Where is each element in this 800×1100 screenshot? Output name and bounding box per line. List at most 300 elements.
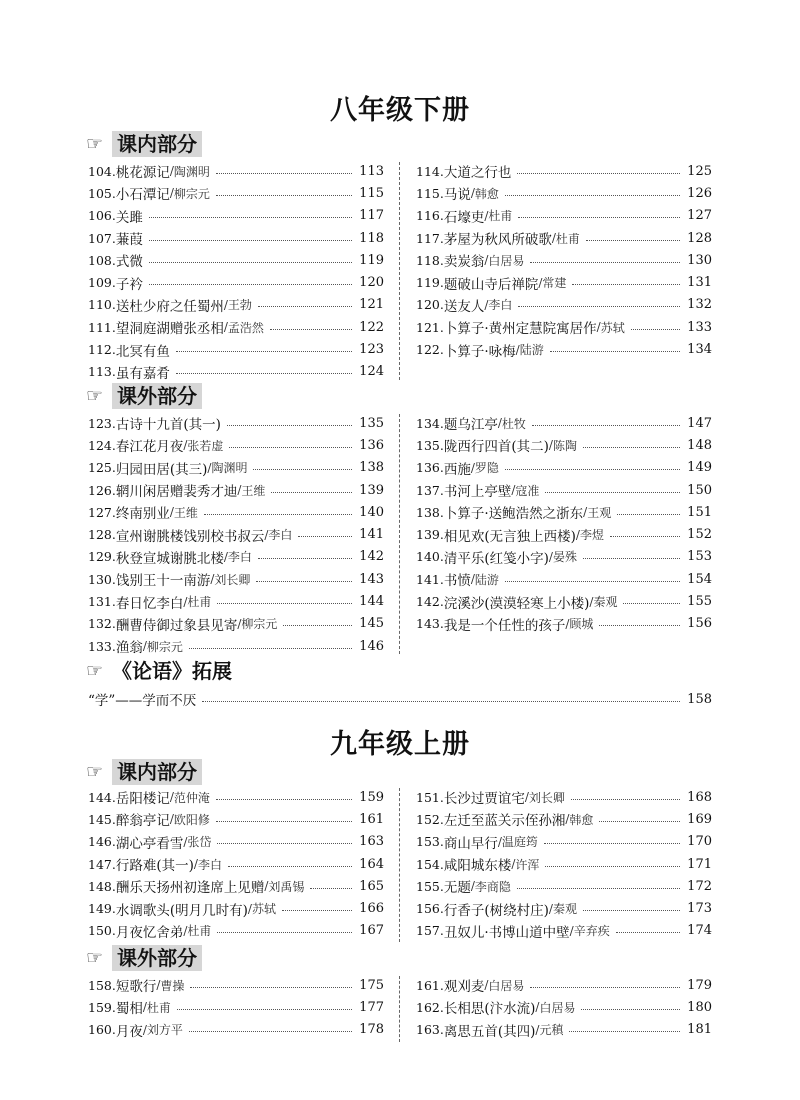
toc-entry[interactable]	[88, 996, 384, 1018]
leader-dots	[530, 262, 680, 263]
entry-title: 离思五首(其四)	[443, 1023, 536, 1040]
entry-number: 119.	[416, 275, 444, 291]
entry-number: 154.	[416, 856, 444, 872]
entry-page: 142	[359, 549, 384, 565]
entry-number: 134.	[416, 415, 444, 431]
author-separator: /	[589, 594, 594, 609]
leader-dots	[616, 932, 680, 933]
toc-entry[interactable]	[416, 205, 712, 227]
entry-number: 149.	[88, 901, 116, 917]
entry-author: 陶渊明	[211, 461, 248, 476]
entry-author: 孟浩然	[227, 320, 264, 335]
entry-title: 行香子(树绕村庄)	[443, 902, 549, 919]
toc-entry[interactable]	[88, 457, 384, 479]
toc-entry[interactable]	[416, 1019, 712, 1041]
entry-title: 月夜忆舍弟	[115, 924, 184, 941]
toc-entry[interactable]	[88, 501, 384, 523]
entry-number: 155.	[416, 878, 444, 894]
entry-number: 125.	[88, 460, 116, 476]
entry-page: 140	[359, 504, 384, 520]
entry-author: 李白	[227, 550, 252, 565]
entry-author: 秦观	[593, 595, 618, 610]
entry-number: 151.	[416, 789, 444, 805]
entry-page: 148	[687, 437, 712, 453]
entry-page: 152	[687, 527, 712, 543]
grade8-extra-left-list	[88, 412, 384, 657]
toc-entry[interactable]	[88, 875, 384, 897]
toc-entry[interactable]	[88, 613, 384, 635]
leader-dots	[505, 195, 680, 196]
entry-author: 白居易	[488, 253, 525, 268]
entry-author: 韩愈	[474, 186, 499, 201]
grade9-in-class-left-list	[88, 786, 384, 942]
toc-entry[interactable]	[88, 412, 384, 434]
entry-page: 180	[687, 999, 712, 1015]
entry-title: 关雎	[115, 209, 143, 226]
entry-page: 141	[359, 527, 384, 543]
entry-author: 李煜	[579, 528, 604, 543]
entry-title: 饯别王十一南游	[115, 573, 211, 590]
leader-dots	[518, 306, 680, 307]
author-separator: /	[223, 549, 228, 564]
leader-dots	[586, 240, 680, 241]
entry-number: 127.	[88, 504, 116, 520]
entry-author: 杜甫	[187, 924, 212, 939]
toc-entry[interactable]	[88, 227, 384, 249]
leader-dots	[227, 425, 352, 426]
entry-page: 115	[359, 185, 384, 201]
toc-entry[interactable]	[88, 434, 384, 456]
entry-title: 北冥有鱼	[115, 343, 170, 360]
toc-entry[interactable]	[88, 294, 384, 316]
toc-entry[interactable]	[416, 523, 712, 545]
leader-dots	[216, 195, 352, 196]
entry-page: 128	[687, 230, 712, 246]
toc-entry[interactable]	[88, 635, 384, 657]
entry-number: 144.	[88, 789, 116, 805]
leader-dots	[202, 701, 680, 702]
leader-dots	[217, 843, 352, 844]
entry-author: 刘方平	[146, 1023, 183, 1038]
author-separator: /	[583, 505, 588, 520]
entry-page: 178	[359, 1022, 384, 1038]
toc-entry[interactable]	[416, 249, 712, 271]
toc-entry[interactable]	[416, 457, 712, 479]
entry-title: 渔翁	[115, 640, 143, 657]
author-separator: /	[193, 857, 198, 872]
entry-title: 相见欢(无言独上西楼)	[443, 528, 576, 545]
column-divider	[399, 976, 400, 1042]
entry-title: 浣溪沙(漠漠轻寒上小楼)	[443, 595, 590, 612]
leader-dots	[518, 217, 680, 218]
author-separator: /	[565, 812, 570, 827]
author-separator: /	[264, 879, 269, 894]
section-title: 课内部分	[112, 131, 202, 157]
entry-number: 157.	[416, 923, 444, 939]
leader-dots	[545, 866, 680, 867]
toc-entry[interactable]	[416, 227, 712, 249]
entry-page: 150	[687, 482, 712, 498]
entry-page: 127	[687, 208, 712, 224]
author-separator: /	[515, 342, 520, 357]
entry-author: 韩愈	[569, 812, 594, 827]
author-separator: /	[247, 901, 252, 916]
entry-number: 105.	[88, 185, 116, 201]
toc-entry[interactable]	[416, 501, 712, 523]
entry-page: 120	[359, 275, 384, 291]
entry-number: 156.	[416, 901, 444, 917]
toc-entry[interactable]	[416, 568, 712, 590]
entry-title: 望洞庭湖赠张丞相	[115, 321, 224, 338]
grade8-in-class-right-list	[416, 160, 712, 361]
entry-number: 118.	[416, 252, 444, 268]
entry-number: 146.	[88, 834, 116, 850]
author-separator: /	[535, 1000, 540, 1015]
toc-entry[interactable]	[88, 1019, 384, 1041]
entry-number: 108.	[88, 252, 116, 268]
leader-dots	[258, 558, 352, 559]
leader-dots	[189, 1031, 352, 1032]
grade8-title: 八年级下册	[330, 95, 470, 126]
entry-number: 107.	[88, 230, 116, 246]
entry-page: 179	[687, 977, 712, 993]
entry-page: 158	[687, 691, 712, 707]
entry-author: 范仲淹	[173, 790, 210, 805]
toc-entry[interactable]	[88, 523, 384, 545]
entry-number: 126.	[88, 482, 116, 498]
entry-title: 咸阳城东楼	[443, 858, 512, 875]
author-separator: /	[511, 857, 516, 872]
pointing-hand-icon: ☞	[86, 761, 104, 783]
grade8-lunyu-heading	[86, 657, 232, 685]
leader-dots	[176, 373, 352, 374]
leader-dots	[623, 603, 680, 604]
author-separator: /	[169, 186, 174, 201]
entry-title: 卜算子·黄州定慧院寓居作	[443, 321, 597, 338]
author-separator: /	[169, 164, 174, 179]
leader-dots	[583, 558, 680, 559]
toc-entry[interactable]	[416, 613, 712, 635]
toc-entry[interactable]	[416, 412, 712, 434]
entry-number: 122.	[416, 342, 444, 358]
entry-page: 181	[687, 1022, 712, 1038]
entry-number: 147.	[88, 856, 116, 872]
entry-number: 150.	[88, 923, 116, 939]
entry-author: 苏轼	[600, 320, 625, 335]
entry-number: 111.	[88, 319, 116, 335]
toc-entry[interactable]	[416, 897, 712, 919]
entry-author: 陆游	[474, 572, 499, 587]
toc-entry[interactable]	[88, 271, 384, 293]
entry-title: 书河上亭壁	[443, 484, 512, 501]
leader-dots	[256, 581, 352, 582]
leader-dots	[545, 492, 680, 493]
author-separator: /	[207, 460, 212, 475]
author-separator: /	[183, 834, 188, 849]
entry-page: 166	[359, 901, 384, 917]
entry-title: 辋川闲居赠裴秀才迪	[115, 484, 238, 501]
toc-entry[interactable]	[416, 996, 712, 1018]
toc-entry[interactable]	[88, 808, 384, 830]
leader-dots	[581, 1009, 680, 1010]
entry-page: 171	[687, 856, 712, 872]
leader-dots	[569, 1031, 680, 1032]
entry-author: 寇准	[515, 483, 540, 498]
toc-entry[interactable]	[88, 338, 384, 360]
entry-number: 112.	[88, 342, 116, 358]
entry-page: 145	[359, 616, 384, 632]
leader-dots	[176, 351, 352, 352]
entry-title: 送杜少府之任蜀州	[115, 298, 224, 315]
pointing-hand-icon: ☞	[86, 660, 104, 682]
author-separator: /	[237, 483, 242, 498]
entry-title: 大道之行也	[443, 165, 512, 182]
author-separator: /	[470, 572, 475, 587]
entry-number: 158.	[88, 977, 116, 993]
author-separator: /	[183, 923, 188, 938]
toc-entry[interactable]	[416, 920, 712, 942]
entry-number: 140.	[416, 549, 444, 565]
grade8-in-class-left-list	[88, 160, 384, 383]
author-separator: /	[264, 527, 269, 542]
entry-page: 122	[359, 319, 384, 335]
entry-page: 154	[687, 571, 712, 587]
author-separator: /	[548, 549, 553, 564]
entry-number: 115.	[416, 185, 444, 201]
entry-page: 173	[687, 901, 712, 917]
entry-author: 李白	[197, 857, 222, 872]
entry-page: 117	[359, 208, 384, 224]
entry-title: 春日忆李白	[115, 595, 184, 612]
leader-dots	[298, 536, 352, 537]
leader-dots	[550, 351, 680, 352]
entry-page: 133	[687, 319, 712, 335]
entry-author: 李白	[268, 528, 293, 543]
entry-number: 137.	[416, 482, 444, 498]
toc-entry[interactable]	[416, 316, 712, 338]
entry-title: 我是一个任性的孩子	[443, 617, 566, 634]
entry-number: 113.	[88, 364, 116, 380]
entry-number: 131.	[88, 594, 116, 610]
lunyu-entry[interactable]	[88, 688, 712, 710]
entry-title: 归园田居(其三)	[115, 461, 208, 478]
grade9-in-class-heading	[86, 758, 202, 786]
author-separator: /	[183, 438, 188, 453]
entry-title: 虽有嘉肴	[115, 365, 170, 382]
toc-entry[interactable]	[416, 974, 712, 996]
leader-dots	[253, 469, 352, 470]
entry-page: 134	[687, 342, 712, 358]
entry-number: 161.	[416, 977, 444, 993]
leader-dots	[283, 625, 352, 626]
entry-title: 长沙过贾谊宅	[443, 791, 525, 808]
toc-entry[interactable]	[88, 920, 384, 942]
entry-author: 王维	[173, 505, 198, 520]
author-separator: /	[169, 790, 174, 805]
toc-entry[interactable]	[88, 853, 384, 875]
toc-entry[interactable]	[88, 568, 384, 590]
entry-author: 王勃	[227, 298, 252, 313]
toc-entry[interactable]	[88, 590, 384, 612]
toc-entry[interactable]	[416, 546, 712, 568]
leader-dots	[216, 799, 352, 800]
entry-author: 陈陶	[552, 438, 577, 453]
entry-title: 马说	[443, 187, 471, 204]
section-title: 课外部分	[112, 383, 202, 409]
leader-dots	[505, 581, 680, 582]
entry-title: 清平乐(红笺小字)	[443, 550, 549, 567]
entry-title: 子衿	[115, 276, 143, 293]
toc-entry[interactable]	[416, 590, 712, 612]
entry-number: 159.	[88, 999, 116, 1015]
entry-author: 欧阳修	[173, 812, 210, 827]
author-separator: /	[565, 616, 570, 631]
toc-entry[interactable]	[88, 479, 384, 501]
entry-title: 茅屋为秋风所破歌	[443, 232, 552, 249]
entry-author: 陆游	[519, 343, 544, 358]
entry-title: 式微	[115, 254, 143, 271]
entry-number: 152.	[416, 811, 444, 827]
toc-entry[interactable]	[88, 249, 384, 271]
toc-entry[interactable]	[88, 831, 384, 853]
entry-number: 162.	[416, 999, 444, 1015]
entry-page: 144	[359, 594, 384, 610]
leader-dots	[631, 329, 680, 330]
entry-number: 128.	[88, 527, 116, 543]
toc-entry[interactable]	[88, 546, 384, 568]
entry-page: 146	[359, 638, 384, 654]
entry-page: 130	[687, 252, 712, 268]
author-separator: /	[484, 253, 489, 268]
entry-number: 110.	[88, 297, 116, 313]
entry-page: 169	[687, 811, 712, 827]
entry-number: 104.	[88, 163, 116, 179]
entry-number: 145.	[88, 811, 116, 827]
column-divider	[399, 414, 400, 654]
toc-entry[interactable]	[416, 271, 712, 293]
section-title: 课内部分	[112, 759, 202, 785]
toc-entry[interactable]	[416, 182, 712, 204]
entry-author: 曹操	[160, 978, 185, 993]
entry-title: 小石潭记	[115, 187, 170, 204]
toc-entry[interactable]	[88, 205, 384, 227]
entry-number: 117.	[416, 230, 444, 246]
entry-title: 蜀相	[115, 1001, 143, 1018]
leader-dots	[228, 866, 352, 867]
entry-number: 143.	[416, 616, 444, 632]
entry-number: 141.	[416, 571, 444, 587]
entry-number: 135.	[416, 437, 444, 453]
toc-entry[interactable]	[416, 160, 712, 182]
entry-page: 172	[687, 878, 712, 894]
leader-dots	[610, 536, 680, 537]
toc-entry[interactable]	[88, 897, 384, 919]
entry-title: 水调歌头(明月几时有)	[115, 902, 248, 919]
toc-entry[interactable]	[88, 160, 384, 182]
toc-entry[interactable]	[416, 479, 712, 501]
entry-title: 湖心亭看雪	[115, 835, 184, 852]
entry-page: 119	[359, 252, 384, 268]
leader-dots	[190, 987, 352, 988]
toc-entry[interactable]	[416, 831, 712, 853]
author-separator: /	[142, 1022, 147, 1037]
toc-entry[interactable]	[88, 361, 384, 383]
leader-dots	[177, 1009, 352, 1010]
toc-entry[interactable]	[88, 316, 384, 338]
entry-title: 长相思(汴水流)	[443, 1001, 536, 1018]
author-separator: /	[535, 1022, 540, 1037]
toc-entry[interactable]	[416, 338, 712, 360]
column-divider	[399, 162, 400, 380]
entry-page: 118	[359, 230, 384, 246]
entry-author: 许浑	[515, 857, 540, 872]
leader-dots	[544, 843, 680, 844]
toc-entry[interactable]	[416, 808, 712, 830]
entry-title: 商山早行	[443, 835, 498, 852]
leader-dots	[217, 932, 352, 933]
author-separator: /	[183, 594, 188, 609]
entry-page: 132	[687, 297, 712, 313]
toc-entry[interactable]	[416, 786, 712, 808]
pointing-hand-icon: ☞	[86, 947, 104, 969]
entry-page: 153	[687, 549, 712, 565]
entry-author: 常建	[542, 276, 567, 291]
entry-author: 张若虚	[187, 438, 224, 453]
grade9-extra-right-list	[416, 974, 712, 1041]
entry-page: 121	[359, 297, 384, 313]
entry-number: 163.	[416, 1022, 444, 1038]
entry-page: 174	[687, 923, 712, 939]
entry-number: 139.	[416, 527, 444, 543]
entry-page: 151	[687, 504, 712, 520]
author-separator: /	[575, 527, 580, 542]
entry-author: 杜牧	[501, 416, 526, 431]
entry-number: 109.	[88, 275, 116, 291]
entry-author: 张岱	[187, 835, 212, 850]
toc-entry[interactable]	[88, 182, 384, 204]
leader-dots	[599, 821, 680, 822]
entry-number: 130.	[88, 571, 116, 587]
entry-title: 月夜	[115, 1023, 143, 1040]
entry-number: 132.	[88, 616, 116, 632]
grade9-extra-heading	[86, 944, 202, 972]
toc-entry[interactable]	[416, 294, 712, 316]
author-separator: /	[470, 879, 475, 894]
entry-number: 120.	[416, 297, 444, 313]
toc-entry[interactable]	[416, 853, 712, 875]
leader-dots	[149, 284, 352, 285]
author-separator: /	[569, 923, 574, 938]
author-separator: /	[169, 505, 174, 520]
toc-entry[interactable]	[416, 875, 712, 897]
grade8-in-class-heading	[86, 130, 202, 158]
toc-entry[interactable]	[416, 434, 712, 456]
entry-title: 古诗十九首(其一)	[115, 417, 221, 434]
toc-entry[interactable]	[88, 974, 384, 996]
entry-title: 酬乐天扬州初逢席上见赠	[115, 880, 265, 897]
entry-title: 岳阳楼记	[115, 791, 170, 808]
toc-entry[interactable]	[88, 786, 384, 808]
author-separator: /	[548, 438, 553, 453]
entry-author: 杜甫	[187, 595, 212, 610]
entry-page: 177	[359, 999, 384, 1015]
entry-title: 西施	[443, 461, 471, 478]
author-separator: /	[497, 834, 502, 849]
entry-title: 春江花月夜	[115, 439, 184, 456]
entry-author: 顾城	[569, 617, 594, 632]
entry-number: 116.	[416, 208, 444, 224]
grade8-extra-heading	[86, 382, 202, 410]
